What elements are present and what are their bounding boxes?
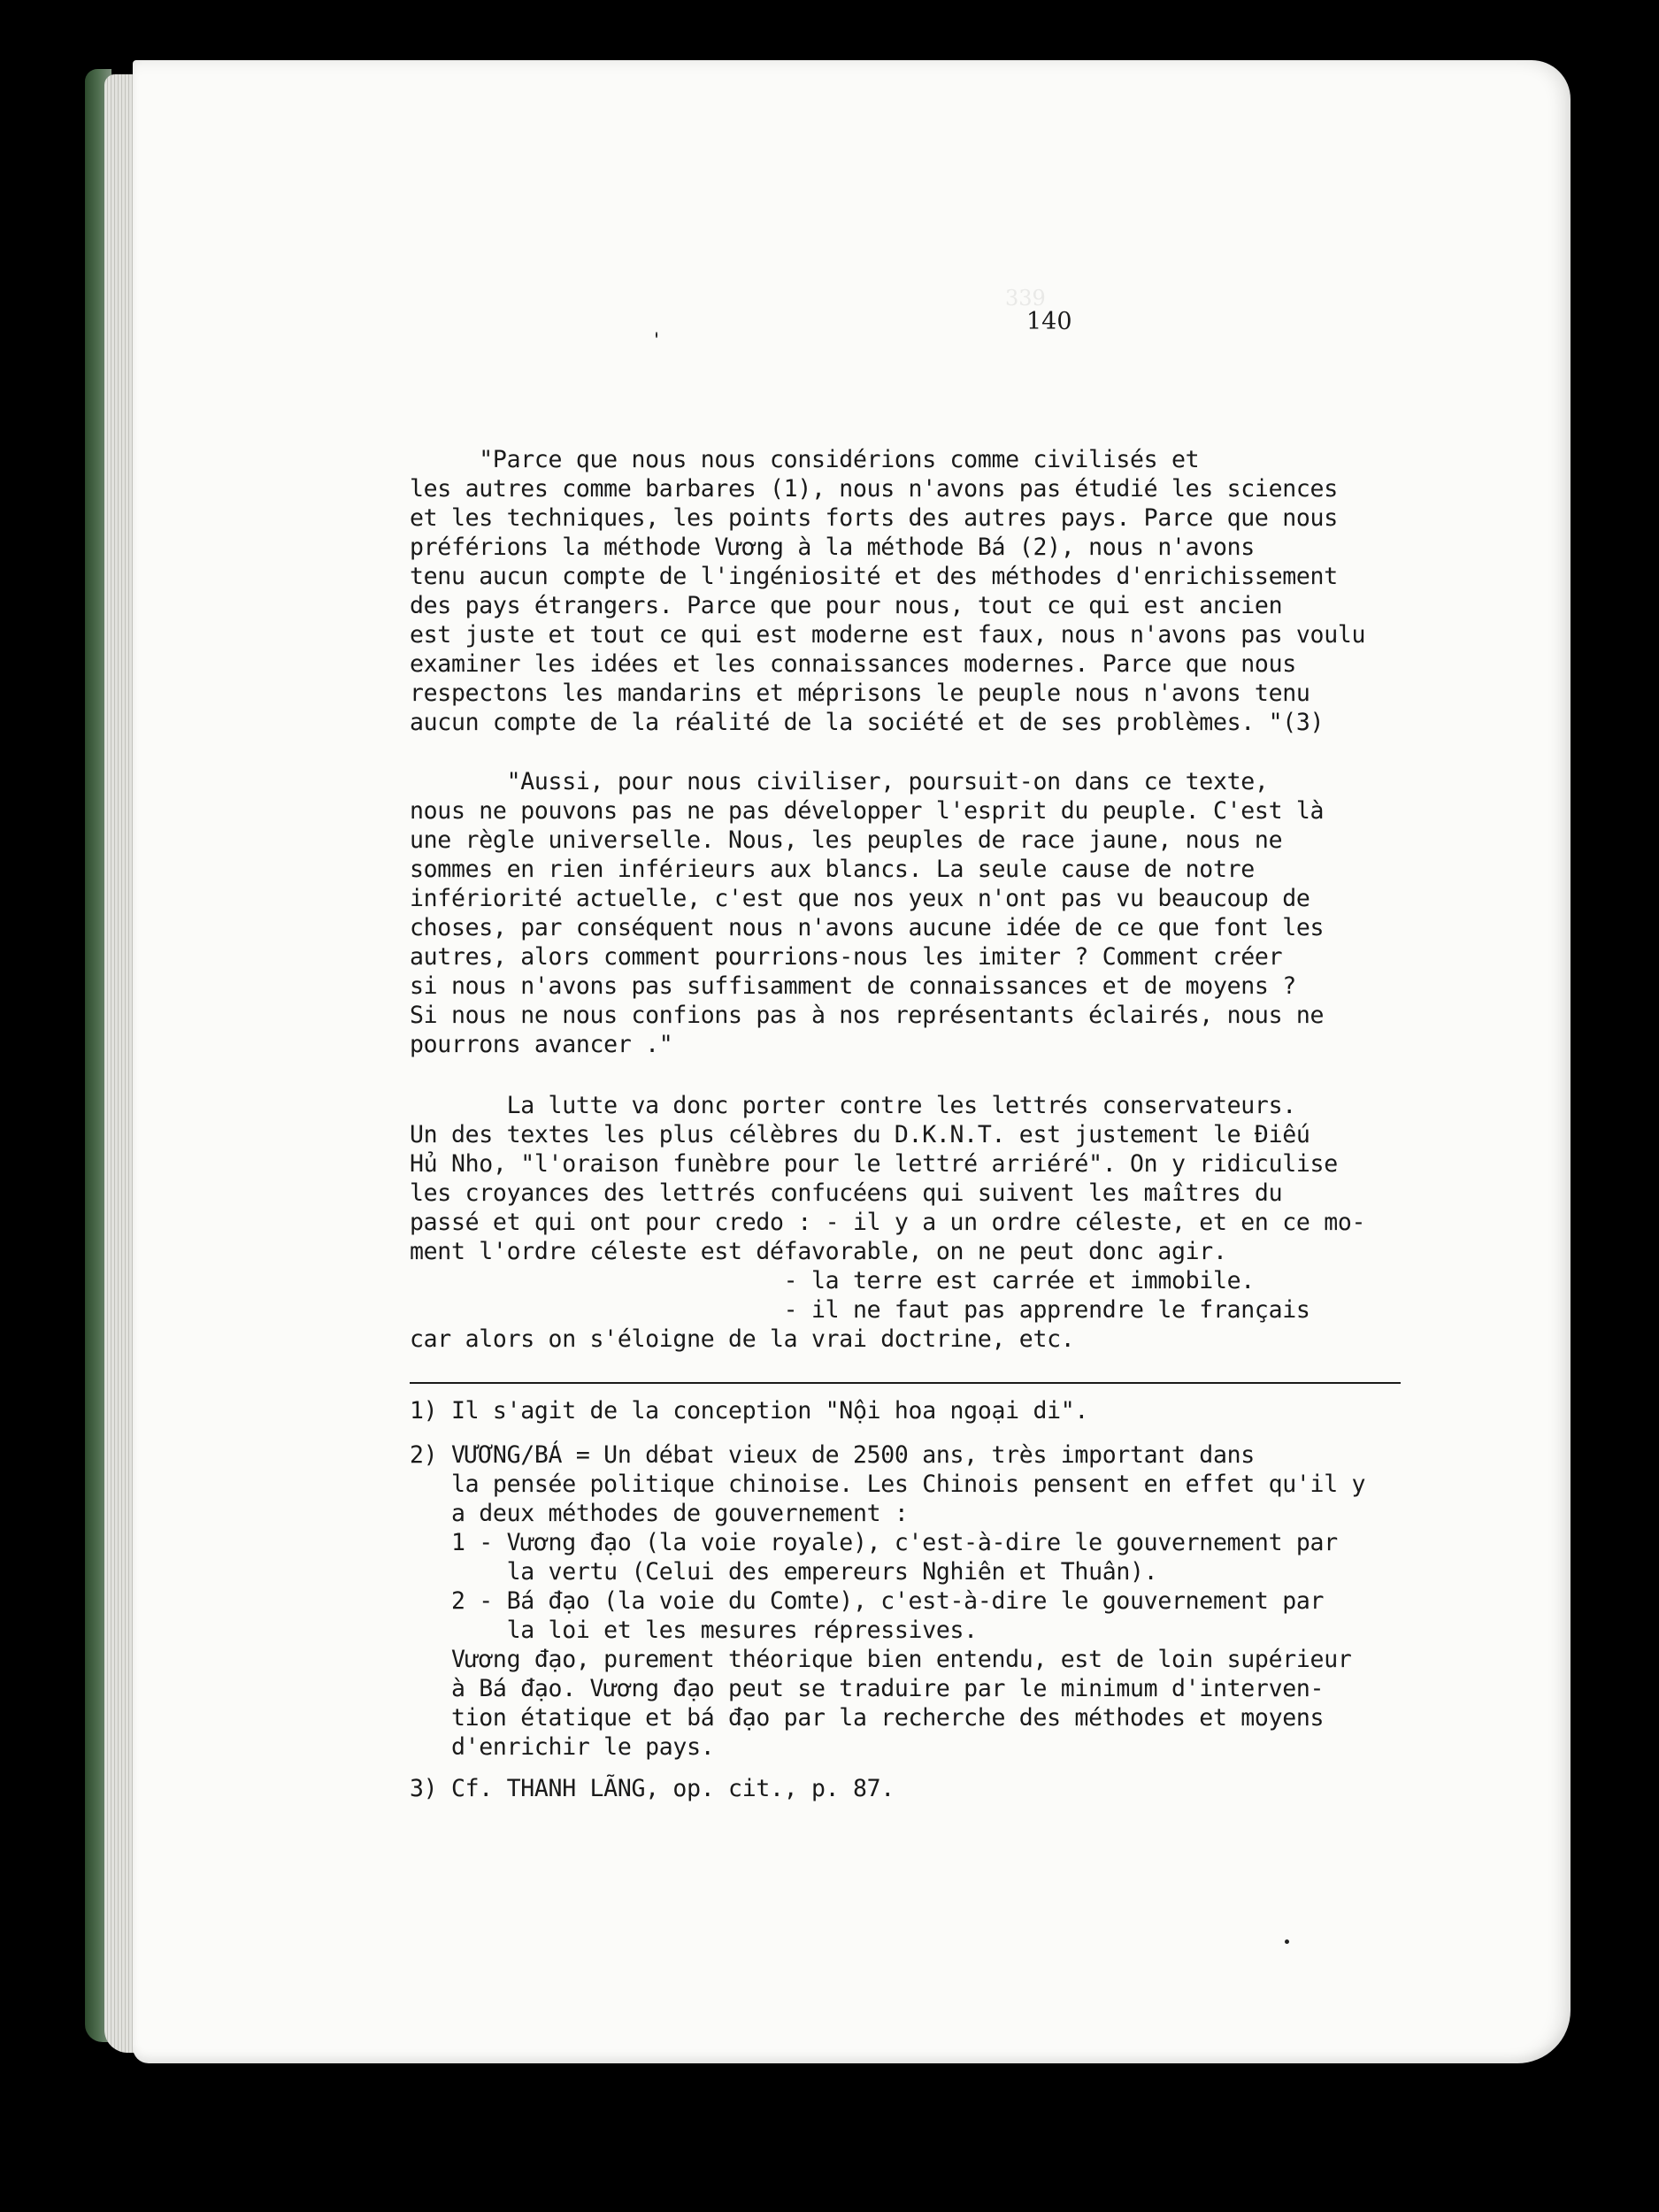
footnote-separator	[410, 1382, 1401, 1384]
ink-speck	[1285, 1939, 1289, 1944]
footnote-2: 2) VƯƠNG/BÁ = Un débat vieux de 2500 ans, très important dans la pensée politique chinoise. Les Chinois pensent en effet qu'il y a deux méthodes de gouvernement : 1 - Vương đạo (la voie royale), c'est-à-dire le gouvernement par la vertu (Celui des empereurs Nghiên et Thuân). 2 - Bá đạo (la voie du Comte), c'est-à-dire le gouvernement par la loi et les mesures répressives. Vương đạo, purement théorique bien entendu, est de loin supérieur à Bá đạo. Vương đạo peut se traduire par le minimum d'interven- tion étatique et bá đạo par la recherche des méthodes et moyens d'enrichir le pays.	[410, 1441, 1366, 1761]
footnote-1: 1) Il s'agit de la conception "Nội hoa ngoại di".	[410, 1397, 1089, 1425]
book-page	[133, 60, 1571, 2063]
page-number: 140	[1026, 308, 1072, 335]
quote-paragraph-1: "Parce que nous nous considérions comme civilisés et les autres comme barbares (1), nous n'avons pas étudié les sciences et les techniques, les points forts des autres pays. Parce que nous préférions la méthode Vương à la méthode Bá (2), nous n'avons tenu aucun compte de l'ingéniosité et des méthodes d'enrichissement des pays étrangers. Parce que pour nous, tout ce qui est ancien est juste et tout ce qui est moderne est faux, nous n'avons pas voulu examiner les idées et les connaissances modernes. Parce que nous respectons les mandarins et méprisons le peuple nous n'avons tenu aucun compte de la réalité de la société et de ses problèmes. "(3)	[410, 446, 1366, 736]
ink-speck	[656, 332, 657, 338]
footnote-3: 3) Cf. THANH LÃNG, op. cit., p. 87.	[410, 1775, 895, 1802]
quote-paragraph-2: "Aussi, pour nous civiliser, poursuit-on dans ce texte, nous ne pouvons pas ne pas développer l'esprit du peuple. C'est là une règle universelle. Nous, les peuples de race jaune, nous ne sommes en rien inférieurs aux blancs. La seule cause de notre infériorité actuelle, c'est que nos yeux n'ont pas vu beaucoup de choses, par conséquent nous n'avons aucune idée de ce que font les autres, alors comment pourrions-nous les imiter ? Comment créer si nous n'avons pas suffisamment de connaissances et de moyens ? Si nous ne nous confions pas à nos représentants éclairés, nous ne pourrons avancer ."	[410, 768, 1325, 1058]
body-paragraph-3: La lutte va donc porter contre les lettrés conservateurs. Un des textes les plus célèbres du D.K.N.T. est justement le Điếu Hủ Nho, "l'oraison funèbre pour le lettré arriéré". On y ridiculise les croyances des lettrés confucéens qui suivent les maîtres du passé et qui ont pour credo : - il y a un ordre céleste, et en ce mo- ment l'ordre céleste est défavorable, on ne peut donc agir. - la terre est carrée et immobile. - il ne faut pas apprendre le français car alors on s'éloigne de la vrai doctrine, etc.	[410, 1092, 1366, 1353]
page-number-bleed-through: 339	[1005, 286, 1046, 311]
